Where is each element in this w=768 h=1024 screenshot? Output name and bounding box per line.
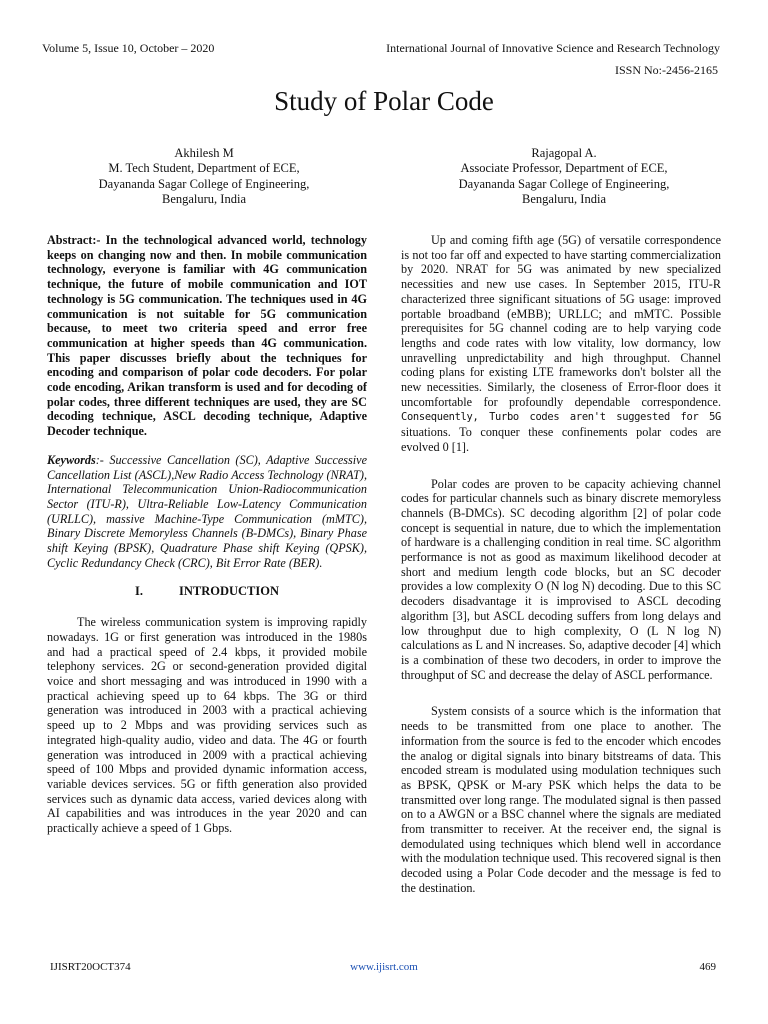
paragraph-text: Up and coming fifth age (5G) of versatile correspondence is not too far off and expected to have starting commercialization by 2020. NRAT for 5G was animated by new specialized necessities and new use cases. In September 2015, ITU-R characterized three significant situations of 5G usage: improved portable broadband (eMBB); URLLC; and mMTC. Possible prerequisites for 5G channel coding are to help varying code lengths and code rates with low vitality, low dormancy, low unravelling unpredictability and high throughput. Channel coding plans for existing LTE frameworks don't bolster all the new necessities. Similarly, the closeness of Error-floor does it uncomfortable for profoundly dependable correspondence. xyxy=(401,233,721,409)
footer-page-number: 469 xyxy=(699,961,716,973)
paragraph-text: situations. To conquer these confinements polar codes are evolved 0 [1]. xyxy=(401,425,721,454)
section-heading-introduction xyxy=(47,584,367,599)
right-column xyxy=(401,233,721,910)
header-volume: Volume 5, Issue 10, October – 2020 xyxy=(42,41,215,55)
footer-website-link[interactable]: www.ijisrt.com xyxy=(350,961,418,973)
abstract-label: Abstract xyxy=(47,233,93,247)
author-block-2 xyxy=(414,146,714,208)
body-paragraph-3: System consists of a source which is the information that needs to be transmitted from one place to another. The information from the source is fed to the encoder which encodes the analog or digital signals into binary bitstreams of data. This encoded stream is modulated using modulation techniques such as BPSK, QPSK or M-ary PSK which helps the data to be transmitted over long range. The modulated signal is then passed on to a AWGN or a BSC channel where the signals are mediated from transmitter to receiver. At the receiver end, the signal is demodulated using techniques which blend well in accordance with the modulation technique used. This recovered signal is then decoded using a Polar Code decoder and the message is fed to the destination. xyxy=(401,704,721,895)
keywords xyxy=(47,453,367,571)
section-title: INTRODUCTION xyxy=(178,584,279,599)
author-name: Rajagopal A. xyxy=(531,146,597,160)
author-college: Dayananda Sagar College of Engineering, xyxy=(98,176,310,191)
paper-title: Study of Polar Code xyxy=(274,86,494,116)
footer-paper-id: IJISRT20OCT374 xyxy=(50,961,131,973)
author-name: Akhilesh M xyxy=(174,146,234,160)
body-paragraph-2: Polar codes are proven to be capacity achieving channel codes for particular channels such as binary discrete memoryless channels (B-DMCs). SC decoding algorithm [2] of polar code concept is sequential in nature, due to which the implementation of hardware is a challenging condition in real time. SC algorithm performance is not as good as maximum likelihood decoder at short and medium length code blocks, but an SC decoder provides a low complexity O (N log N) decoding. Due to this SC decoders disadvantage it is improvised to ASCL decoding algorithm [3], but ASCL decoding suffers from long delays and low throughput due to high complexity, O (L N log N) calculations as L and N increases. So, adaptive decoder [4] which is a combination of these two decoders, in order to improve the throughput of SC and decrease the delay of ASCL performance. xyxy=(401,476,721,682)
header-issn: ISSN No:-2456-2165 xyxy=(614,63,718,77)
abstract xyxy=(47,233,367,439)
author-college: Dayananda Sagar College of Engineering, xyxy=(458,176,670,191)
paragraph-text-mono: Consequently, Turbo codes aren't suggested for 5G xyxy=(401,411,721,424)
header-journal: International Journal of Innovative Science and Research Technology xyxy=(386,41,720,55)
body-paragraph-1 xyxy=(401,233,721,455)
section-number: I. xyxy=(134,584,143,599)
keywords-label: Keywords xyxy=(47,452,96,467)
intro-paragraph: The wireless communication system is improving rapidly nowadays. 1G or first generation was introduced in the 1980s and had a practical speed of 2.4 kbps, it provided mobile telephony services. 2G or second-generation provided digital voice and short messaging and was introduced in 1990 with a practical achieving speed up to 64 kbps. The 3G or third generation was introduced in 2003 with a practical achieving speed up to 2 Mbps and was providing services such as integrated high-quality audio, video and data. The 4G or fourth generation was introduced in 2009 with a practical achieving speed of 100 Mbps and provided dynamic information access, variable devices services. 5G or fifth generation also provided services such as dynamic data access, varied devices along with AI capabilities and was introduces in the year 2020 and can practically achieve a speed of 1 Gbps. xyxy=(47,615,367,836)
abstract-text: :- In the technological advanced world, technology keeps on changing now and then. In mobile communication technology, everyone is familiar with 4G communication technique, the future of mobile communication and IOT technology is 5G communication. The techniques used in 4G communication is not suitable for 5G communication because, to meet two criteria speed and error free communication at higher speeds than 4G communication. This paper discusses briefly about the techniques for encoding and comparison of polar code decoders. For polar code encoding, Arikan transform is used and for decoding of polar codes, three different techniques are used, they are SC decoding technique, ASCL decoding technique, Adaptive Decoder technique. xyxy=(47,233,367,439)
author-city: Bengaluru, India xyxy=(521,192,606,207)
left-column xyxy=(47,233,367,850)
author-role: Associate Professor, Department of ECE, xyxy=(460,161,668,176)
author-block-1 xyxy=(54,146,354,208)
author-role: M. Tech Student, Department of ECE, xyxy=(108,161,300,176)
keywords-text: :- Successive Cancellation (SC), Adaptive Successive Cancellation List (ASCL),New Radio Access Technology (NRAT), International Telecommunication Union-Radiocommunication Sector (ITU-R), Ultra-Reliable Low-Latency Communication (URLLC), massive Machine-Type Communication (mMTC), Binary Discrete Memoryless Channels (B-DMCs), Binary Phase shift Keying (BPSK), Quadrature Phase shift Keying (QPSK), Cyclic Redundancy Check (CRC), Bit Error Rate (BER). xyxy=(47,452,367,570)
author-city: Bengaluru, India xyxy=(161,192,246,207)
